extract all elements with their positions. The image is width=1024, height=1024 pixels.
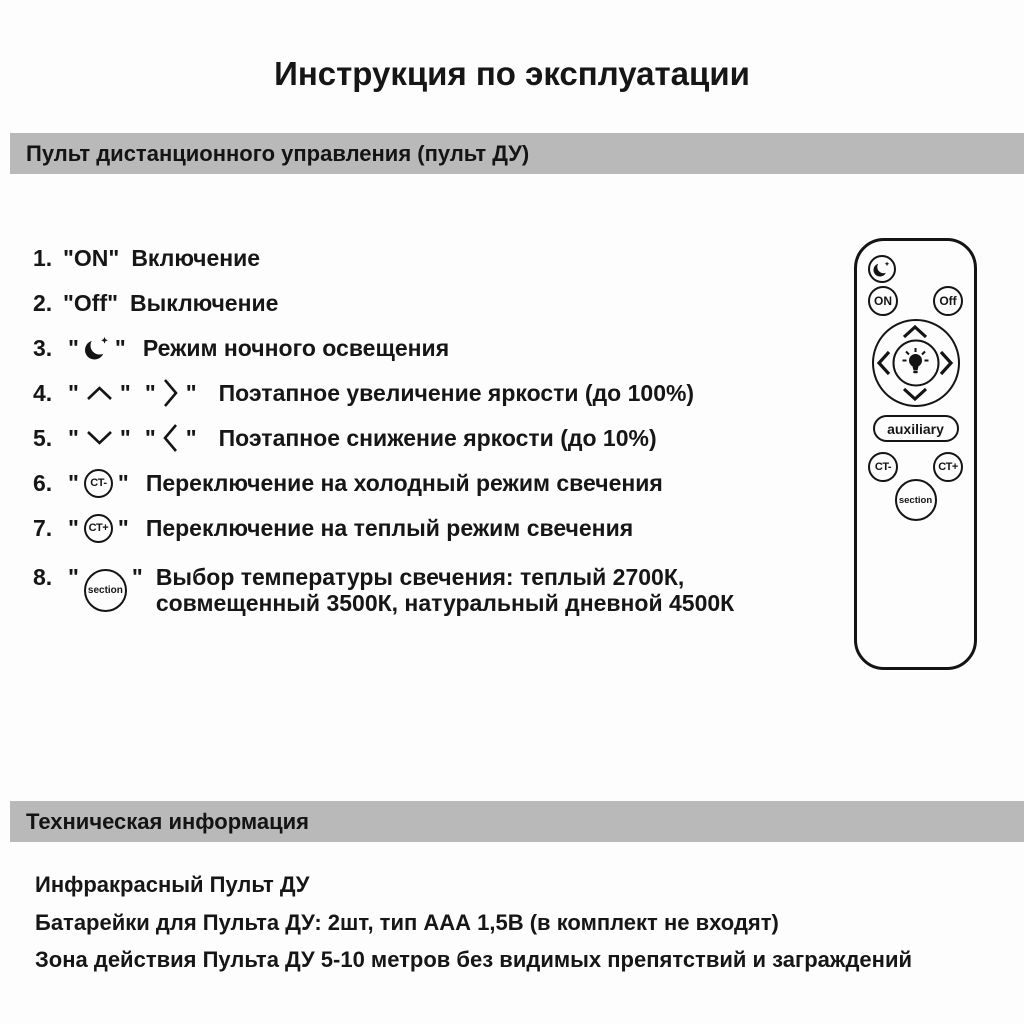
item-number: 3. — [33, 334, 53, 361]
list-item-brightness-down — [33, 425, 734, 451]
quote-mark: " — [63, 289, 74, 316]
quote-mark: " — [185, 379, 197, 406]
item-number: 8. — [33, 564, 53, 590]
moon-icon — [84, 335, 110, 362]
item-text: Переключение на холодный режим свечения — [145, 469, 663, 496]
section-header-remote — [10, 133, 1024, 174]
quote-mark: " — [144, 379, 156, 406]
item-text: Выключение — [130, 289, 279, 316]
quote-mark: " — [114, 334, 126, 361]
ct-minus-button-label: CT- — [874, 461, 892, 473]
item-text-line2: совмещенный 3500К, натуральный дневной 4500К — [155, 590, 735, 616]
quote-mark: " — [68, 424, 79, 451]
list-item-warm-mode — [33, 515, 734, 541]
tech-info-line: Батарейки для Пульта ДУ: 2шт, тип ААА 1,5В (в комплект не входят) — [35, 910, 779, 935]
item-number: 7. — [33, 514, 53, 541]
quote-mark: " — [117, 514, 129, 541]
auxiliary-button-label: auxiliary — [887, 420, 944, 437]
item-number: 4. — [33, 379, 53, 406]
section-header-remote-label: Пульт дистанционного управления (пульт ДУ) — [26, 140, 530, 166]
item-number: 2. — [33, 289, 53, 316]
dpad-ring — [872, 319, 960, 407]
on-button — [868, 286, 898, 316]
item-number: 5. — [33, 424, 53, 451]
list-item-section — [33, 564, 734, 616]
key-label-on: ON — [73, 244, 109, 271]
angle-right-icon — [161, 376, 181, 410]
remote-control-illustration — [854, 238, 977, 670]
chevron-up-icon — [84, 384, 115, 402]
item-text-line1: Выбор температуры свечения: теплый 2700К, — [155, 564, 685, 590]
angle-left-icon — [161, 421, 181, 455]
quote-mark: " — [68, 379, 79, 406]
light-bulb-icon — [897, 344, 935, 382]
quote-mark: " — [68, 334, 79, 361]
ct-minus-button — [868, 452, 898, 482]
item-text: Режим ночного освещения — [142, 334, 450, 361]
section-header-tech-label: Техническая информация — [26, 808, 309, 834]
list-item-cold-mode — [33, 470, 734, 496]
tech-info-line: Зона действия Пульта ДУ 5-10 метров без видимых препятствий и заграждений — [35, 947, 913, 972]
on-button-label: ON — [874, 294, 892, 308]
item-text: Поэтапное снижение яркости (до 10%) — [218, 424, 657, 451]
section-button — [895, 479, 937, 521]
tech-info-line: Инфракрасный Пульт ДУ — [35, 872, 310, 897]
item-text: Включение — [131, 244, 261, 271]
quote-mark: " — [144, 424, 156, 451]
ct-plus-badge-icon: CT+ — [84, 514, 113, 543]
quote-mark: " — [108, 244, 120, 271]
quote-mark: " — [117, 469, 129, 496]
quote-mark: " — [63, 244, 74, 271]
quote-mark: " — [119, 379, 131, 406]
quote-mark: " — [119, 424, 131, 451]
list-item-brightness-up — [33, 380, 734, 406]
ct-minus-badge-icon: CT- — [84, 469, 113, 498]
off-button-label: Off — [939, 294, 957, 308]
dpad-center-button — [892, 340, 939, 387]
key-label-off: Off — [73, 289, 108, 316]
list-item-on — [33, 245, 734, 271]
quote-mark: " — [68, 469, 79, 496]
item-text — [156, 564, 734, 616]
quote-mark: " — [131, 564, 143, 590]
night-mode-button — [868, 255, 896, 283]
quote-mark: " — [185, 424, 197, 451]
quote-mark: " — [68, 564, 79, 590]
auxiliary-button — [873, 415, 959, 442]
item-number: 1. — [33, 244, 53, 271]
moon-icon — [873, 260, 891, 278]
quote-mark: " — [68, 514, 79, 541]
quote-mark: " — [107, 289, 119, 316]
list-item-night-mode — [33, 335, 734, 361]
section-header-tech — [10, 801, 1024, 842]
ct-plus-button — [933, 452, 963, 482]
chevron-down-icon — [84, 429, 115, 447]
list-item-off — [33, 290, 734, 316]
item-text: Поэтапное увеличение яркости (до 100%) — [218, 379, 695, 406]
section-button-label: section — [898, 494, 933, 506]
remote-buttons-list — [33, 226, 734, 616]
ct-plus-button-label: CT+ — [938, 461, 958, 473]
section-badge-icon: section — [84, 569, 127, 612]
item-text: Переключение на теплый режим свечения — [145, 514, 634, 541]
item-number: 6. — [33, 469, 53, 496]
page-title: Инструкция по эксплуатации — [274, 55, 750, 92]
off-button — [933, 286, 963, 316]
